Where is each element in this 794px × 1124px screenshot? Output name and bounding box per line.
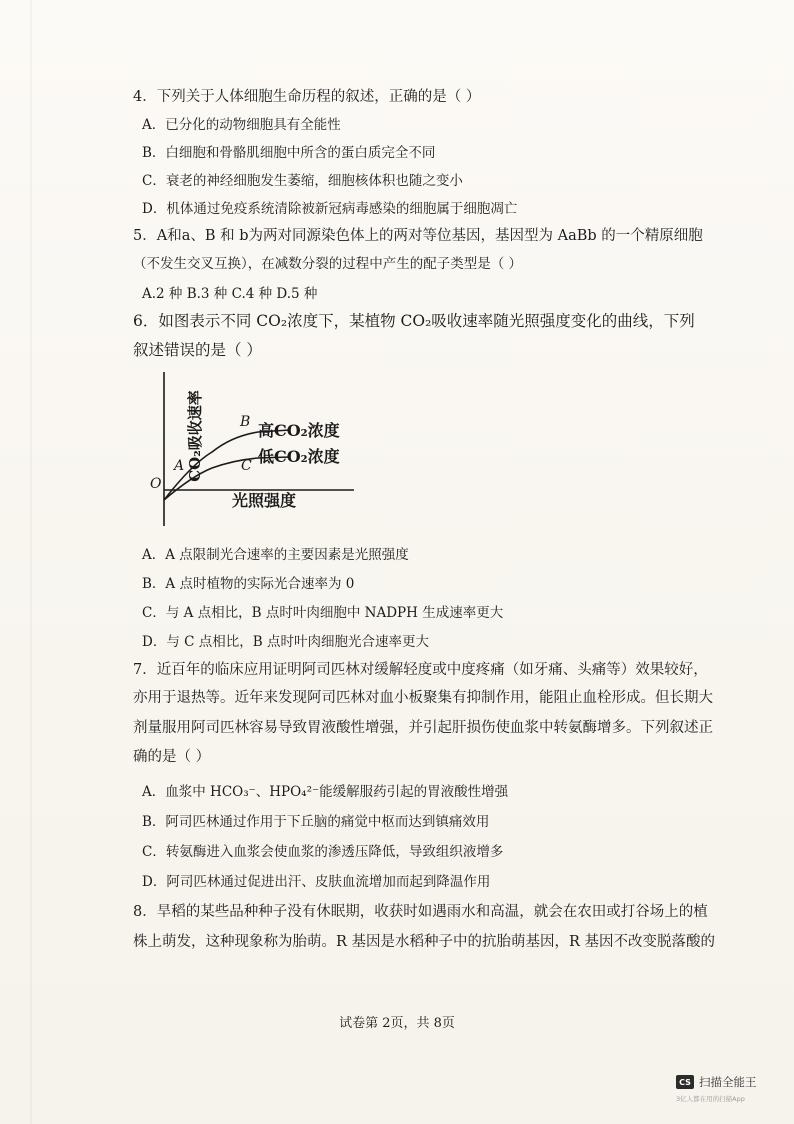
q7-option-d: D．阿司匹林通过促进出汗、皮肤血流增加而起到降温作用	[142, 874, 491, 890]
q4-stem: 4．下列关于人体细胞生命历程的叙述，正确的是（ ）	[133, 89, 481, 105]
q5-stem-line1: 5．A和a、B 和 b为两对同源染色体上的两对等位基因，基因型为 AaBb 的一个精原细胞	[133, 228, 703, 244]
q7-stem-line3: 剂量服用阿司匹林容易导致胃液酸性增强，并引起肝损伤使血浆中转氨酶增多。下列叙述正	[133, 720, 713, 736]
y-axis-label: CO₂吸收速率	[186, 390, 204, 482]
q8-stem-line2: 株上萌发，这种现象称为胎萌。R 基因是水稻种子中的抗胎萌基因，R 基因不改变脱落酸的	[133, 934, 716, 950]
q4-option-b: B．白细胞和骨骼肌细胞中所含的蛋白质完全不同	[142, 145, 436, 161]
q8-stem-line1: 8．旱稻的某些品种种子没有休眠期，收获时如遇雨水和高温，就会在农田或打谷场上的植	[133, 904, 708, 920]
q6-option-b: B．A 点时植物的实际光合速率为 0	[142, 576, 355, 592]
q7-stem-line4: 确的是（ ）	[133, 749, 211, 765]
point-c-label: C	[241, 458, 252, 474]
scan-edge	[30, 0, 32, 1124]
series-low-co2-label: 低CO₂浓度	[258, 447, 340, 466]
point-a-label: A	[174, 458, 185, 474]
q6-option-c: C．与 A 点相比，B 点时叶肉细胞中 NADPH 生成速率更大	[142, 605, 504, 621]
q6-stem-line1: 6．如图表示不同 CO₂浓度下，某植物 CO₂吸收速率随光照强度变化的曲线，下列	[133, 312, 695, 330]
watermark-subtitle: 3亿人都在用的扫描App	[676, 1095, 745, 1103]
point-b-label: B	[240, 414, 251, 430]
scanner-watermark	[676, 1075, 757, 1089]
q7-option-c: C．转氨酶进入血浆会使血浆的渗透压降低，导致组织液增多	[142, 844, 504, 860]
q5-options: A.2 种 B.3 种 C.4 种 D.5 种	[142, 286, 318, 302]
q6-option-d: D．与 C 点相比，B 点时叶肉细胞光合速率更大	[142, 634, 429, 650]
q4-option-a: A．已分化的动物细胞具有全能性	[142, 117, 341, 133]
series-high-co2-label: 高CO₂浓度	[258, 421, 340, 440]
q6-stem-line2: 叙述错误的是（ ）	[133, 341, 262, 359]
photosynthesis-chart	[140, 366, 370, 532]
origin-label: O	[150, 476, 162, 492]
q4-option-d: D．机体通过免疫系统清除被新冠病毒感染的细胞属于细胞凋亡	[142, 201, 518, 217]
page-footer: 试卷第 2页，共 8页	[339, 1016, 455, 1031]
q5-stem-line2: （不发生交叉互换），在减数分裂的过程中产生的配子类型是（ ）	[133, 256, 523, 272]
q4-option-c: C．衰老的神经细胞发生萎缩，细胞核体积也随之变小	[142, 173, 463, 189]
q7-option-a: A．血浆中 HCO₃⁻、HPO₄²⁻能缓解服药引起的胃液酸性增强	[142, 784, 509, 800]
q7-stem-line1: 7．近百年的临床应用证明阿司匹林对缓解轻度或中度疼痛（如牙痛、头痛等）效果较好，	[133, 662, 708, 678]
q7-stem-line2: 亦用于退热等。近年来发现阿司匹林对血小板聚集有抑制作用，能阻止血栓形成。但长期大	[133, 690, 713, 706]
x-axis-label: 光照强度	[232, 491, 297, 510]
q7-option-b: B．阿司匹林通过作用于下丘脑的痛觉中枢而达到镇痛效用	[142, 814, 490, 830]
watermark-name: 扫描全能王	[699, 1075, 757, 1089]
camscanner-logo-icon: CS	[676, 1075, 694, 1089]
q6-option-a: A．A 点限制光合速率的主要因素是光照强度	[142, 547, 409, 563]
